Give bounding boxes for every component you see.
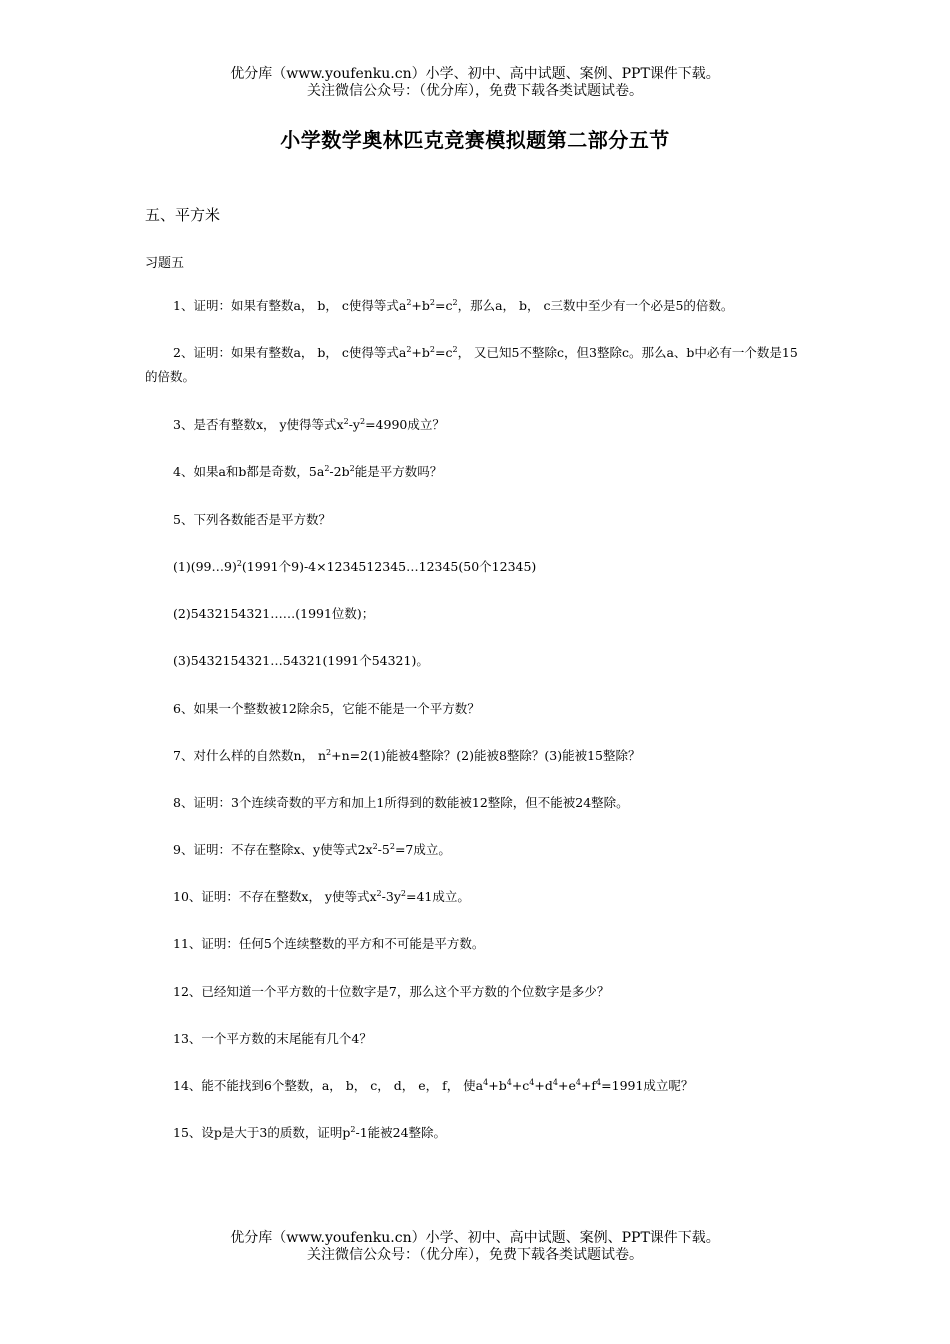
problem-item: 1、证明：如果有整数a， b， c使得等式$a^2+b^2=c^2$，那么a， b， c三数中至少有一个必是5的倍数。 — [173, 298, 734, 313]
problem-item: 3、是否有整数x， y使得等式$x^2-y^2=4990$成立？ — [173, 417, 445, 432]
problem-item: 11、证明：任何5个连续整数的平方和不可能是平方数。 — [173, 936, 485, 951]
header-line-1: 优分库（www.youfenku.cn）小学、初中、高中试题、案例、PPT课件下载。 — [230, 66, 720, 82]
page-title: 小学数学奥林匹克竞赛模拟题第二部分五节 — [280, 128, 670, 152]
problem-item: 12、已经知道一个平方数的十位数字是7，那么这个平方数的个位数字是多少？ — [173, 984, 610, 999]
problem-item: 10、证明：不存在整数x， y使等式$x^2-3y^2=41$成立。 — [173, 889, 470, 904]
page-footer — [0, 1230, 950, 1264]
section-heading: 五、平方米 — [145, 206, 221, 224]
header-line-2: 关注微信公众号：（优分库），免费下载各类试题试卷。 — [307, 83, 643, 99]
problem-item: 4、如果a和b都是奇数，$5a^2-2b^2$能是平方数吗？ — [173, 464, 443, 479]
problem-item: (2)5432154321……(1991位数)； — [173, 606, 375, 621]
problem-item: (1)(99…9)$^2$(1991个9)-4×1234512345…12345(50个12345) — [173, 559, 537, 574]
subsection-heading: 习题五 — [145, 256, 185, 271]
problem-item: 5、下列各数能否是平方数？ — [173, 512, 331, 527]
problem-item: 8、证明：3个连续奇数的平方和加上1所得到的数能被12整除，但不能被24整除。 — [173, 795, 629, 810]
footer-line-1: 优分库（www.youfenku.cn）小学、初中、高中试题、案例、PPT课件下载。 — [230, 1230, 720, 1246]
page-header — [0, 66, 950, 100]
problem-item: 6、如果一个整数被12除余5，它能不能是一个平方数？ — [173, 701, 480, 716]
footer-line-2: 关注微信公众号：（优分库），免费下载各类试题试卷。 — [307, 1247, 643, 1263]
problem-item: 14、能不能找到6个整数，a， b， c， d， e， f， 使$a^4+b^4+c^4+d^4+e^4+f^4=1991$成立呢？ — [173, 1078, 694, 1093]
problem-item: 13、一个平方数的末尾能有几个4？ — [173, 1031, 372, 1046]
problem-item: 9、证明：不存在整除x、y使等式$2x^2-5^2=7$成立。 — [173, 842, 451, 857]
problem-item: (3)5432154321…54321(1991个54321)。 — [173, 653, 429, 668]
problem-item: 15、设p是大于3的质数，证明$p^2-1$能被24整除。 — [173, 1125, 447, 1140]
problem-item: 7、对什么样的自然数n， $n^2+n=2(1)$能被4整除？(2)能被8整除？(3)能被15整除？ — [173, 748, 641, 763]
problem-item: 2、证明：如果有整数a， b， c使得等式$a^2+b^2=c^2$， 又已知5不整除c，但3整除c。那么a、b中必有一个数是15的倍数。 — [145, 345, 798, 384]
